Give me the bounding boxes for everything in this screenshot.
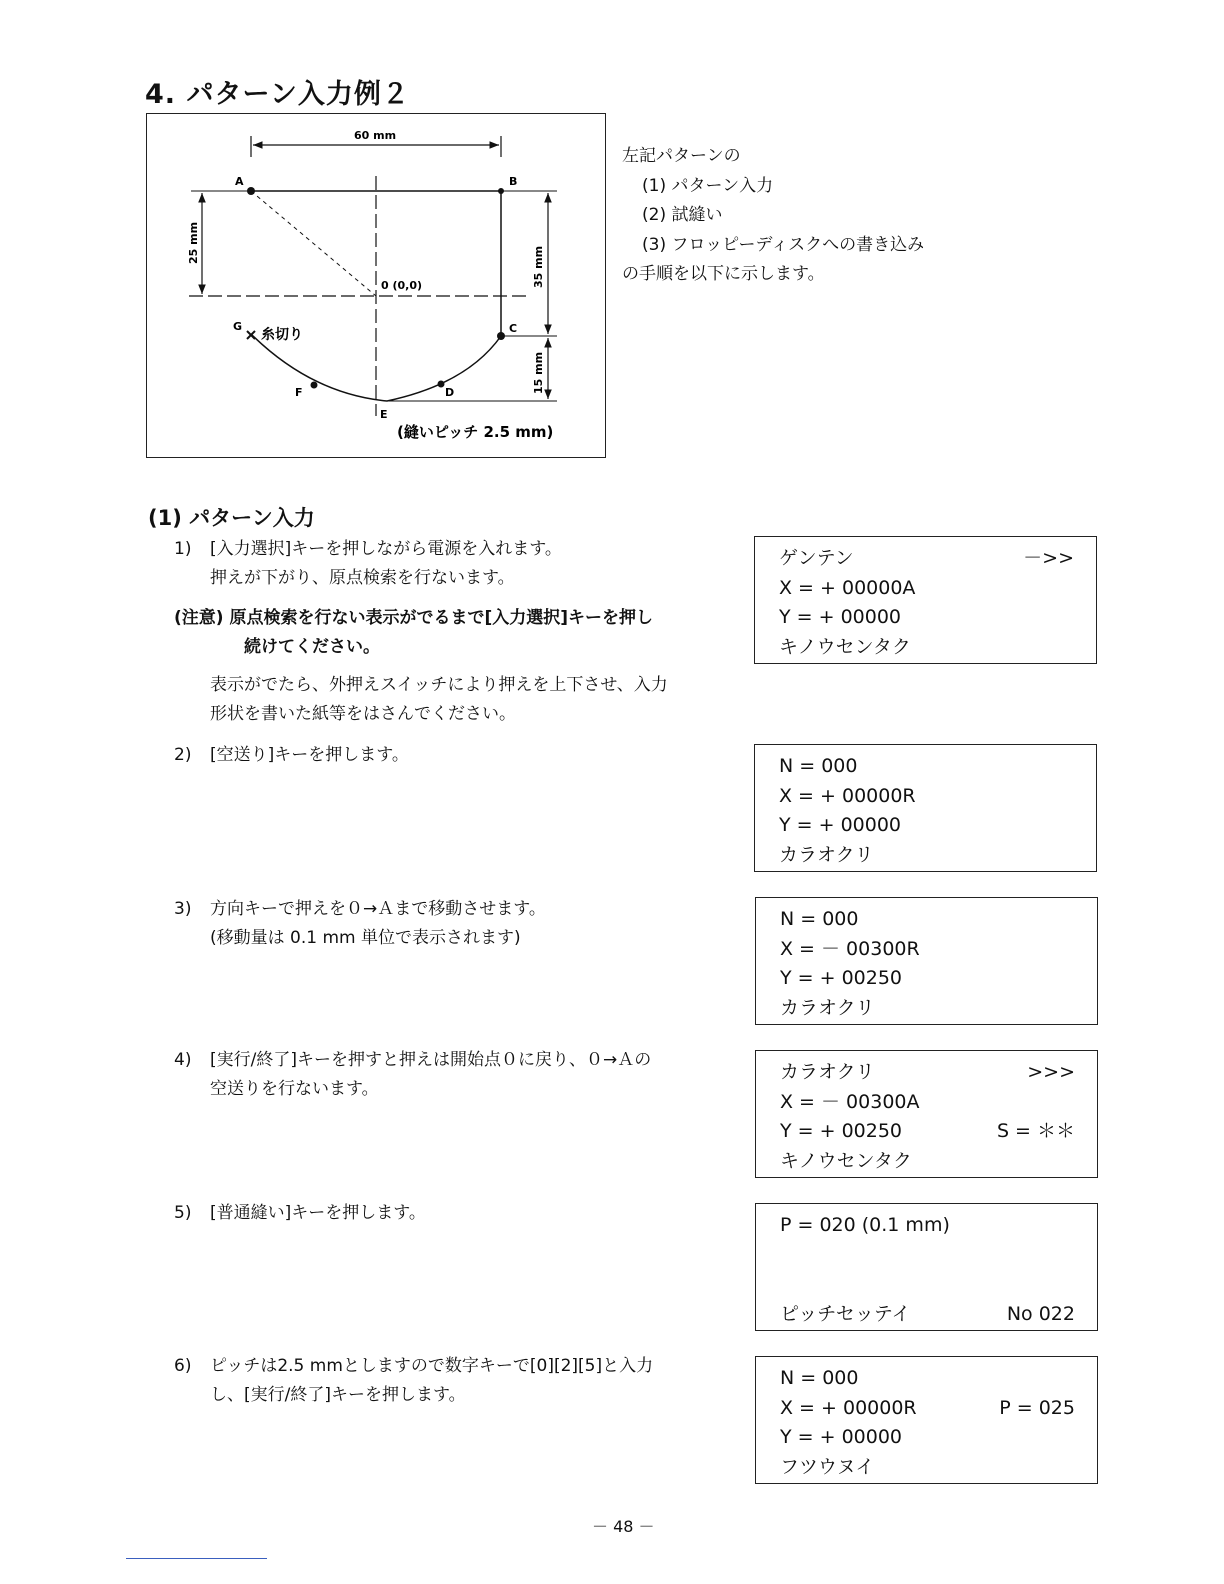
lcd-3-row2-left: X = － 00300R	[780, 937, 920, 960]
step-3-num: 3)	[174, 899, 192, 919]
page-number: － 48 －	[592, 1517, 655, 1536]
step-2-num: 2)	[174, 745, 192, 765]
label-c: C	[509, 322, 518, 335]
footer-rule	[126, 1558, 267, 1559]
note-line1: 原点検索を行ない表示がでるまで[入力選択]キーを押し	[229, 608, 654, 628]
step-6-line2: し、[実行/終了]キーを押します。	[210, 1385, 466, 1405]
label-d: D	[445, 386, 455, 399]
intro-item3: (3) フロッピーディスクへの書き込み	[642, 234, 925, 255]
lcd-4-row1-right: >>>	[1027, 1061, 1075, 1083]
lcd-2-row3-left: Y = + 00000	[779, 814, 902, 836]
step-6-line1: ピッチは2.5 mmとしますので数字キーで[0][2][5]と入力	[210, 1356, 654, 1376]
lcd-6-row2-right: P = 025	[999, 1396, 1075, 1419]
step-4	[174, 1046, 651, 1104]
lcd-4-row2-left: X = － 00300A	[780, 1090, 920, 1113]
note-label: (注意)	[174, 608, 224, 628]
dim-60mm-label: 60 mm	[354, 129, 397, 142]
step-3-line2: (移動量は 0.1 mm 単位で表示されます)	[210, 928, 521, 948]
step-3	[174, 895, 546, 953]
note	[174, 604, 653, 662]
lcd-6-row4-left: フツウヌイ	[780, 1455, 875, 1478]
point-b	[498, 188, 504, 194]
step-5	[174, 1199, 426, 1228]
lcd-3-row4-left: カラオクリ	[780, 996, 875, 1019]
step-2-line1: [空送り]キーを押します。	[210, 745, 409, 765]
intro-text	[622, 142, 924, 290]
lcd-6-row1-left: N = 000	[780, 1367, 859, 1389]
lcd-5-row4-right: No 022	[1006, 1302, 1075, 1325]
lcd-display-6	[755, 1356, 1098, 1484]
step-4-num: 4)	[174, 1050, 192, 1070]
lcd-display-4	[755, 1050, 1098, 1178]
step-4-line2: 空送りを行ないます。	[210, 1079, 379, 1099]
lcd-display-3	[755, 897, 1098, 1025]
step-5-num: 5)	[174, 1203, 192, 1223]
origin-label: 0 (0,0)	[381, 279, 423, 292]
step-6-num: 6)	[174, 1356, 192, 1376]
point-d	[438, 381, 445, 388]
lcd-4-row3-right: S = ＊＊	[996, 1120, 1075, 1142]
lcd-3-row3-left: Y = + 00250	[780, 967, 903, 989]
lcd-2-row4-left: カラオクリ	[779, 843, 874, 866]
step-3-line1: 方向キーで押えを０→Ａまで移動させます。	[210, 899, 546, 919]
intro-line2: の手順を以下に示します。	[622, 264, 825, 284]
lcd-display-1	[754, 536, 1097, 664]
intro-item1: (1) パターン入力	[642, 175, 774, 196]
section-heading: (1) パターン入力	[148, 506, 315, 530]
label-f: F	[295, 386, 303, 399]
step-1	[174, 535, 562, 593]
point-a	[247, 187, 255, 195]
intro-item2: (2) 試縫い	[642, 205, 723, 225]
lcd-2-row1-left: N = 000	[779, 755, 858, 777]
lcd-1-row4-left: キノウセンタク	[779, 635, 911, 658]
point-f	[311, 382, 318, 389]
line-o-a	[251, 191, 376, 296]
intro-line1: 左記パターンの	[622, 146, 741, 166]
lcd-2-row2-left: X = + 00000R	[779, 784, 916, 807]
lcd-1-row2-left: X = + 00000A	[779, 576, 916, 599]
step-1-line1: [入力選択]キーを押しながら電源を入れます。	[210, 539, 562, 559]
lcd-6-row3-left: Y = + 00000	[780, 1426, 903, 1448]
lcd-1-row1-right: －>>	[1023, 547, 1074, 569]
lcd-5-row4-left: ピッチセッテイ	[780, 1302, 911, 1325]
pattern-diagram	[147, 114, 607, 459]
step-5-line1: [普通縫い]キーを押します。	[210, 1203, 426, 1223]
step-1-line2: 押えが下がり、原点検索を行ないます。	[210, 568, 515, 588]
pitch-note: (縫いピッチ 2.5 mm)	[397, 423, 554, 441]
step-4-line1: [実行/終了]キーを押すと押えは開始点０に戻り、０→Ａの	[210, 1050, 652, 1070]
pattern-figure	[146, 113, 606, 458]
lcd-3-row1-left: N = 000	[780, 908, 859, 930]
step-1-extra-line1: 表示がでたら、外押えスイッチにより押えを上下させ、入力	[210, 675, 668, 695]
dim-25mm-label: 25 mm	[187, 221, 200, 264]
dim-35mm-label: 35 mm	[532, 245, 545, 288]
dim-15mm-label: 15 mm	[532, 351, 545, 394]
lcd-6-row2-left: X = + 00000R	[780, 1396, 917, 1419]
label-e: E	[380, 408, 388, 421]
lcd-4-row4-left: キノウセンタク	[780, 1149, 912, 1172]
lcd-display-2	[754, 744, 1097, 872]
lcd-5-row1-left: P = 020 (0.1 mm)	[780, 1214, 950, 1236]
step-1-extra-line2: 形状を書いた紙等をはさんでください。	[210, 704, 516, 724]
lcd-4-row1-left: カラオクリ	[780, 1061, 875, 1083]
lcd-1-row1-left: ゲンテン	[779, 547, 854, 569]
label-g: G	[233, 320, 243, 333]
page-title: 4. パターン入力例２	[145, 79, 410, 110]
note-line2: 続けてください。	[244, 637, 380, 657]
label-a: A	[235, 175, 244, 188]
label-b: B	[509, 175, 518, 188]
step-1-extra	[210, 671, 668, 729]
point-c	[497, 332, 505, 340]
lcd-4-row3-left: Y = + 00250	[780, 1120, 903, 1142]
step-1-num: 1)	[174, 539, 192, 559]
step-2	[174, 741, 409, 770]
lcd-1-row3-left: Y = + 00000	[779, 606, 902, 628]
lcd-display-5	[755, 1203, 1098, 1331]
thread-cut-label: 糸切り	[261, 327, 303, 343]
step-6	[174, 1352, 653, 1410]
